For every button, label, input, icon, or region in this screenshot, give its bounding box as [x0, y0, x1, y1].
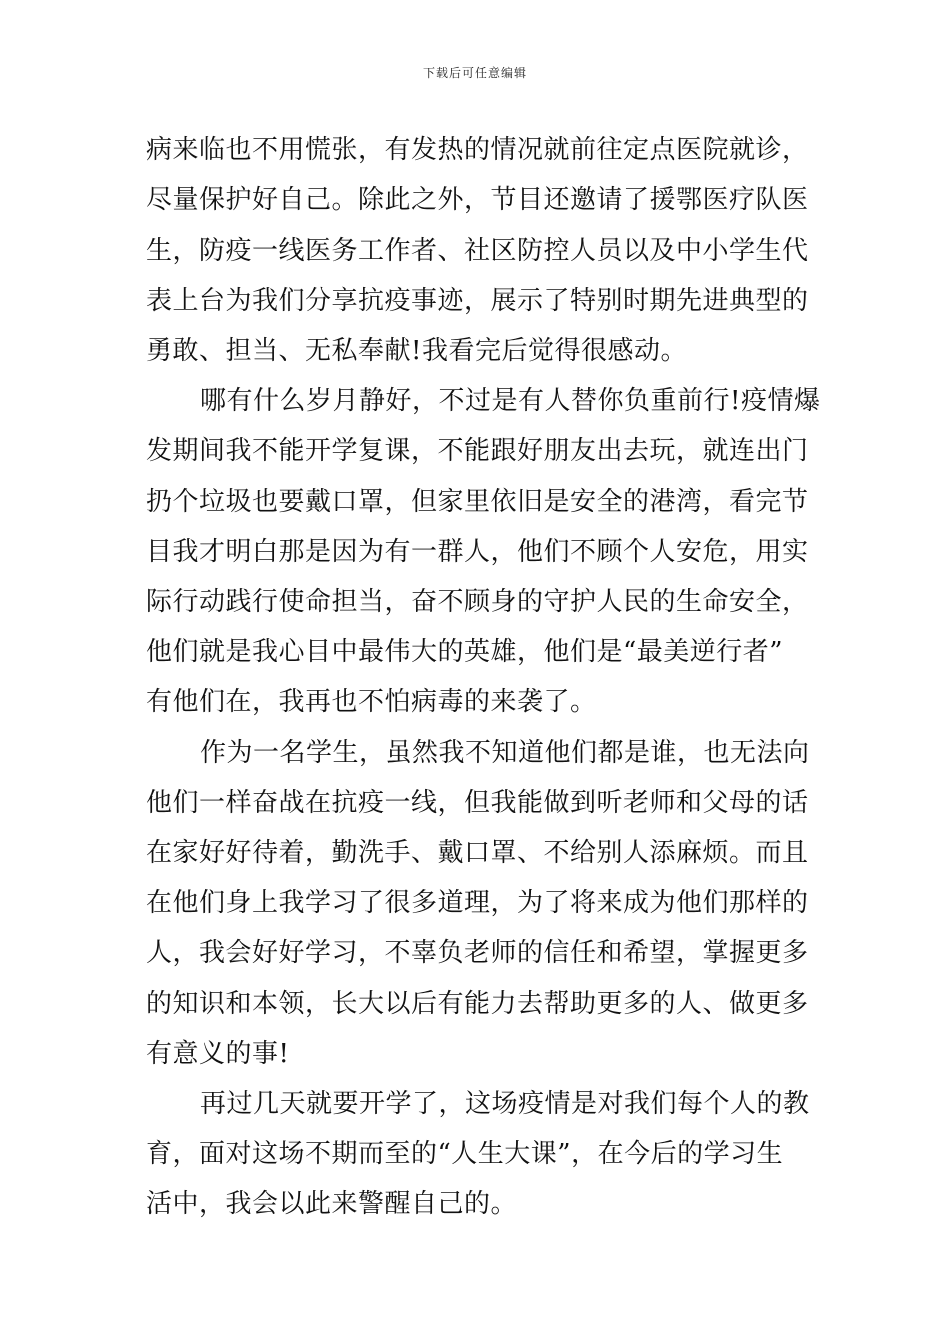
text-line: 育，面对这场不期而至的“人生大课”，在今后的学习生: [146, 1139, 784, 1169]
text-line: 人，我会好好学习，不辜负老师的信任和希望，掌握更多: [146, 938, 809, 968]
text-line: 际行动践行使命担当，奋不顾身的守护人民的生命安全，: [146, 587, 809, 617]
text-line: 生，防疫一线医务工作者、社区防控人员以及中小学生代: [146, 236, 809, 266]
text-line: 在家好好待着，勤洗手、戴口罩、不给别人添麻烦。而且: [146, 838, 809, 868]
text-line: 目我才明白那是因为有一群人，他们不顾个人安危，用实: [146, 537, 809, 567]
text-line: 表上台为我们分享抗疫事迹，展示了特别时期先进典型的: [146, 286, 809, 316]
text-line: 扔个垃圾也要戴口罩，但家里依旧是安全的港湾，看完节: [146, 487, 809, 517]
text-line: 活中，我会以此来警醒自己的。: [146, 1189, 518, 1219]
text-line: 的知识和本领，长大以后有能力去帮助更多的人、做更多: [146, 989, 809, 1019]
text-line: 勇敢、担当、无私奉献!我看完后觉得很感动。: [146, 336, 687, 366]
text-line: 再过几天就要开学了，这场疫情是对我们每个人的教: [200, 1089, 810, 1119]
text-line: 发期间我不能开学复课，不能跟好朋友出去玩，就连出门: [146, 436, 809, 466]
text-line: 他们一样奋战在抗疫一线，但我能做到听老师和父母的话: [146, 788, 809, 818]
text-line: 他们就是我心目中最伟大的英雄，他们是“最美逆行者”: [146, 637, 784, 667]
page-header: 下载后可任意编辑: [422, 66, 527, 80]
text-line: 哪有什么岁月静好，不过是有人替你负重前行!疫情爆: [200, 386, 821, 416]
text-line: 有意义的事!: [146, 1039, 290, 1069]
text-line: 病来临也不用慌张，有发热的情况就前往定点医院就诊，: [146, 135, 809, 165]
text-line: 尽量保护好自己。除此之外，节目还邀请了援鄂医疗队医: [146, 185, 809, 215]
text-line: 有他们在，我再也不怕病毒的来袭了。: [146, 687, 597, 717]
text-line: 作为一名学生，虽然我不知道他们都是谁，也无法向: [200, 738, 810, 768]
text-line: 在他们身上我学习了很多道理，为了将来成为他们那样的: [146, 888, 809, 918]
